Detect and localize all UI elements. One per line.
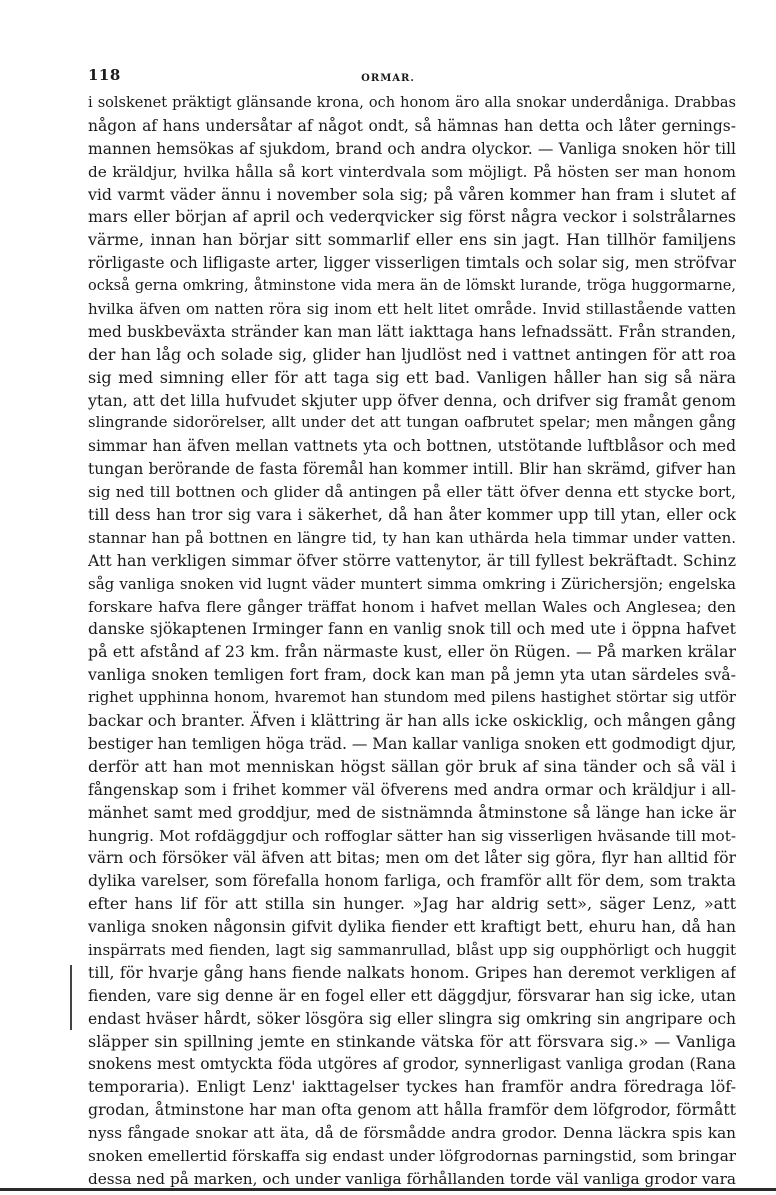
text-line: nyss fångade snokar att äta, då de försmådde andra grodor. Denna läckra spis kan [88, 1124, 736, 1143]
text-line: ytan, att det lilla hufvudet skjuter upp öfver denna, och drifver sig framåt genom [88, 390, 736, 410]
text-line: på ett afstånd af 23 km. från närmaste kust, eller ön Rügen. — På marken krälar [88, 642, 736, 662]
text-line: temporaria). Enligt Lenz' iakttagelser tyckes han framför andra föredraga löf- [88, 1077, 736, 1097]
text-line: mänhet samt med groddjur, med de sistnämnda åtminstone så länge han icke är [88, 802, 736, 822]
bottom-rule [0, 1188, 776, 1191]
text-line: rörligaste och lifligaste arter, ligger visserligen timtals och solar sig, men ströfvar [88, 254, 736, 273]
text-line: slingrande sidorörelser, allt under det att tungan oafbrutet spelar; men mången gång [88, 414, 736, 432]
text-line: också gerna omkring, åtminstone vida mera än de lömskt lurande, tröga huggormarne, [88, 278, 736, 295]
text-line: bestiger han temligen höga träd. — Man kallar vanliga snoken ett godmodigt djur, [88, 734, 736, 753]
text-line: till dess han tror sig vara i säkerhet, då han åter kommer upp till ytan, eller ock [88, 505, 736, 525]
margin-mark [70, 965, 72, 1030]
text-line: inspärrats med fienden, lagt sig sammanrullad, blåst upp sig oupphörligt och huggit [88, 940, 736, 959]
text-line: sig med simning eller för att taga sig ett bad. Vanligen håller han sig så nära [88, 367, 736, 387]
text-line: fångenskap som i frihet kommer väl öfverens med andra ormar och kräldjur i all- [88, 780, 736, 799]
text-line: hungrig. Mot rofdäggdjur och roffoglar sätter han sig visserligen hväsande till mot- [88, 826, 736, 845]
text-line: righet upphinna honom, hvaremot han stundom med pilens hastighet störtar sig utför [88, 689, 736, 707]
text-line: vanliga snoken någonsin gifvit dylika fiender ett kraftigt bett, ehuru han, då han [88, 917, 736, 937]
text-line: forskare hafva flere gånger träffat honom i hafvet mellan Wales och Anglesea; den [88, 597, 736, 616]
text-line: någon af hans undersåtar af något ondt, så hämnas han detta och låter gernings- [88, 116, 736, 135]
body-text [88, 92, 736, 1191]
text-line: Att han verkligen simmar öfver större vattenytor, är till fyllest bekräftadt. Schinz [88, 550, 736, 570]
text-line: dessa ned på marken, och under vanliga förhållanden torde väl vanliga grodor vara [88, 1169, 736, 1188]
text-line: simmar han äfven mellan vattnets yta och bottnen, utstötande luftblåsor och med [88, 437, 736, 456]
text-line: sig ned till bottnen och glider då antingen på eller tätt öfver denna ett stycke bort, [88, 483, 736, 502]
text-line: snokens mest omtyckta föda utgöres af grodor, synnerligast vanliga grodan (Rana [88, 1055, 736, 1074]
text-line: till, för hvarje gång hans fiende nalkats honom. Gripes han deremot verkligen af [88, 962, 736, 982]
text-line: värme, innan han börjar sitt sommarlif eller ens sin jagt. Han tillhör familjens [88, 230, 736, 250]
text-line: stannar han på bottnen en längre tid, ty han kan uthärda hela timmar under vatten. [88, 528, 736, 547]
text-line: i solskenet präktigt glänsande krona, och honom äro alla snokar underdåniga. Drabbas [88, 95, 736, 111]
text-line: såg vanliga snoken vid lugnt väder muntert simma omkring i Zürichersjön; engelska [88, 574, 736, 593]
text-line: der han låg och solade sig, glider han ljudlöst ned i vattnet antingen för att roa [88, 344, 736, 364]
text-line: danske sjökaptenen Irminger fann en vanlig snok till och med ute i öppna hafvet [88, 619, 736, 639]
text-line: de kräldjur, hvilka hålla så kort vinterdvala som möjligt. På hösten ser man honom [88, 162, 736, 181]
text-line: snoken emellertid förskaffa sig endast under löfgrodornas parningstid, som bringar [88, 1146, 736, 1165]
text-line: släpper sin spillning jemte en stinkande vätska för att försvara sig.» — Vanliga [88, 1031, 736, 1051]
text-line: vanliga snoken temligen fort fram, dock kan man på jemn yta utan särdeles svå- [88, 665, 736, 685]
running-head-title: ORMAR. [361, 73, 415, 84]
text-line: med buskbeväxta stränder kan man lätt iakttaga hans lefnadssätt. Från stranden, [88, 322, 736, 341]
text-line: värn och försöker väl äfven att bitas; men om det låter sig göra, flyr han alltid för [88, 849, 736, 868]
text-line: mannen hemsökas af sjukdom, brand och andra olyckor. — Vanliga snoken hör till [88, 139, 736, 158]
page-number: 118 [88, 66, 121, 84]
text-line: grodan, åtminstone har man ofta genom att hålla framför dem löfgrodor, förmått [88, 1100, 736, 1120]
text-line: hvilka äfven om natten röra sig inom ett helt litet område. Invid stillastående vatten [88, 300, 736, 319]
text-line: derför att han mot menniskan högst sällan gör bruk af sina tänder och så väl i [88, 756, 736, 776]
text-line: efter hans lif för att stilla sin hunger. »Jag har aldrig sett», säger Lenz, »att [88, 894, 736, 914]
text-line: vid varmt väder ännu i november sola sig; på våren kommer han fram i slutet af [88, 184, 736, 204]
text-line: backar och branter. Äfven i klättring är han alls icke oskicklig, och mången gång [88, 711, 736, 731]
text-line: dylika varelser, som förefalla honom farliga, och framför allt för dem, som trakta [88, 871, 736, 891]
text-line: tungan berörande de fasta föremål han kommer intill. Blir han skrämd, gifver han [88, 460, 736, 479]
text-line: fienden, vare sig denne är en fogel eller ett däggdjur, försvarar han sig icke, utan [88, 986, 736, 1005]
text-line: mars eller början af april och vederqvicker sig först några veckor i solstrålarnes [88, 207, 736, 227]
text-line: endast hväser hårdt, söker lösgöra sig eller slingra sig omkring sin angripare och [88, 1009, 736, 1028]
